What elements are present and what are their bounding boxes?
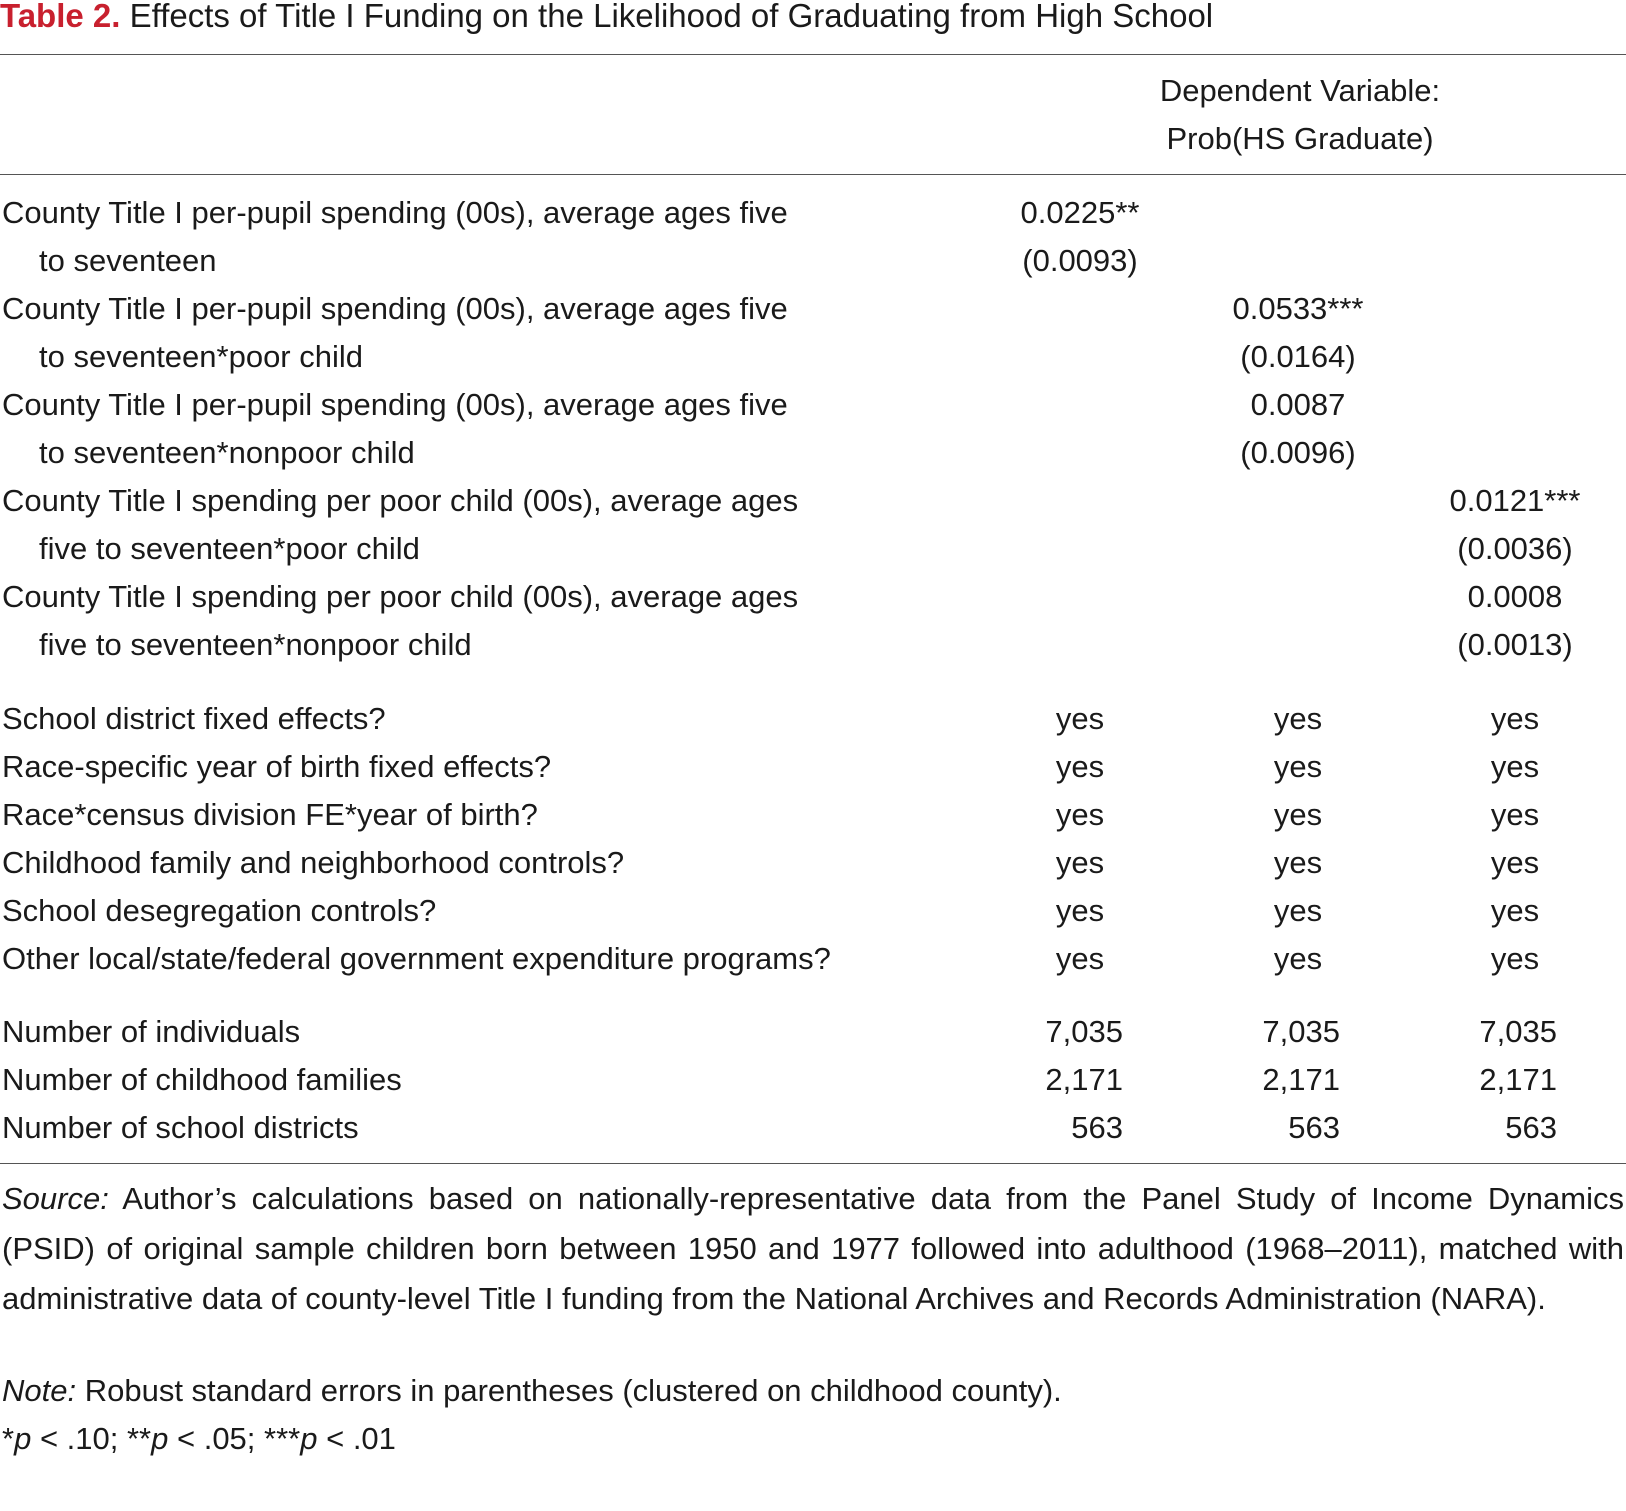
- standard-error-value: (0.0096): [1240, 435, 1356, 470]
- control-row-value: yes: [1273, 797, 1323, 832]
- control-row-value: yes: [1490, 845, 1540, 880]
- control-row-label: Childhood family and neighborhood controls?: [2, 845, 625, 880]
- table-label: Table 2.: [0, 0, 121, 34]
- coefficient-value: 0.0533***: [1232, 291, 1364, 326]
- coefficient-value: 0.0121***: [1449, 483, 1581, 518]
- standard-error-value: (0.0036): [1457, 531, 1573, 566]
- control-row-value: yes: [1055, 845, 1105, 880]
- dependent-variable-label: Dependent Variable:: [1159, 73, 1441, 108]
- control-row-value: yes: [1055, 701, 1105, 736]
- control-row-label: School district fixed effects?: [2, 701, 386, 736]
- control-row-value: yes: [1490, 797, 1540, 832]
- control-row-value: yes: [1055, 941, 1105, 976]
- control-row-value: yes: [1055, 893, 1105, 928]
- header-rule: [0, 174, 1626, 175]
- coef-row-label: County Title I per-pupil spending (00s), average ages five: [2, 291, 788, 326]
- sig-p-1: p: [14, 1421, 32, 1456]
- coef-row-label-cont: to seventeen: [39, 243, 217, 278]
- control-row-value: yes: [1273, 941, 1323, 976]
- count-row-value: 2,171: [1262, 1062, 1340, 1097]
- bottom-rule: [0, 1163, 1626, 1164]
- control-row-value: yes: [1490, 941, 1540, 976]
- coef-row-label-cont: five to seventeen*poor child: [39, 531, 420, 566]
- standard-error-value: (0.0164): [1240, 339, 1356, 374]
- source-text: Author’s calculations based on nationally-representative data from the Panel Study of Income Dynamics (PSID) of original sample children born between 1950 and 1977 followed into adulthood (1968–2011), matched with administrative data of county-level Title I funding from the National Archives and Records Administration (NARA).: [2, 1181, 1624, 1316]
- sig-level-3: < .01: [317, 1421, 396, 1456]
- control-row-value: yes: [1490, 749, 1540, 784]
- control-row-value: yes: [1273, 701, 1323, 736]
- significance-note: [2, 1414, 1624, 1464]
- coefficient-value: 0.0087: [1250, 387, 1346, 422]
- coef-row-label: County Title I per-pupil spending (00s), average ages five: [2, 195, 788, 230]
- count-row-value: 7,035: [1479, 1014, 1557, 1049]
- control-row-label: Other local/state/federal government expenditure programs?: [2, 941, 831, 976]
- coefficient-value: 0.0225**: [1020, 195, 1140, 230]
- control-row-value: yes: [1490, 701, 1540, 736]
- count-row-value: 2,171: [1479, 1062, 1557, 1097]
- coef-row-label-cont: to seventeen*poor child: [39, 339, 364, 374]
- sig-star-1: *: [2, 1421, 15, 1456]
- top-rule: [0, 54, 1626, 55]
- source-note: [2, 1174, 1624, 1324]
- control-row-value: yes: [1273, 893, 1323, 928]
- control-row-value: yes: [1490, 893, 1540, 928]
- coef-row-label: County Title I per-pupil spending (00s), average ages five: [2, 387, 788, 422]
- standard-error-value: (0.0013): [1457, 627, 1573, 662]
- sig-p-2: p: [151, 1421, 169, 1456]
- dependent-variable-name: Prob(HS Graduate): [1166, 121, 1434, 156]
- count-row-value: 7,035: [1045, 1014, 1123, 1049]
- standard-error-value: (0.0093): [1022, 243, 1138, 278]
- control-row-value: yes: [1273, 845, 1323, 880]
- control-row-value: yes: [1055, 749, 1105, 784]
- coef-row-label: County Title I spending per poor child (00s), average ages: [2, 483, 799, 518]
- note-text: Robust standard errors in parentheses (clustered on childhood county).: [76, 1373, 1062, 1408]
- source-label: Source:: [2, 1181, 109, 1216]
- table-caption: Effects of Title I Funding on the Likelihood of Graduating from High School: [120, 0, 1214, 34]
- count-row-value: 2,171: [1045, 1062, 1123, 1097]
- sig-level-2: < .05;: [168, 1421, 265, 1456]
- sig-star-3: ***: [264, 1421, 301, 1456]
- count-row-label: Number of school districts: [2, 1110, 359, 1145]
- count-row-value: 563: [1071, 1110, 1123, 1145]
- note-line: [2, 1366, 1624, 1416]
- coef-row-label: County Title I spending per poor child (00s), average ages: [2, 579, 799, 614]
- sig-p-3: p: [300, 1421, 318, 1456]
- control-row-value: yes: [1273, 749, 1323, 784]
- coef-row-label-cont: to seventeen*nonpoor child: [39, 435, 415, 470]
- control-row-label: Race-specific year of birth fixed effects?: [2, 749, 552, 784]
- control-row-label: Race*census division FE*year of birth?: [2, 797, 538, 832]
- coef-row-label-cont: five to seventeen*nonpoor child: [39, 627, 472, 662]
- sig-star-2: **: [126, 1421, 152, 1456]
- count-row-value: 563: [1288, 1110, 1340, 1145]
- count-row-label: Number of childhood families: [2, 1062, 402, 1097]
- table-title: [0, 0, 1213, 38]
- count-row-label: Number of individuals: [2, 1014, 301, 1049]
- count-row-value: 7,035: [1262, 1014, 1340, 1049]
- sig-level-1: < .10;: [31, 1421, 127, 1456]
- note-label: Note:: [2, 1373, 77, 1408]
- count-row-value: 563: [1505, 1110, 1557, 1145]
- control-row-label: School desegregation controls?: [2, 893, 437, 928]
- coefficient-value: 0.0008: [1467, 579, 1563, 614]
- control-row-value: yes: [1055, 797, 1105, 832]
